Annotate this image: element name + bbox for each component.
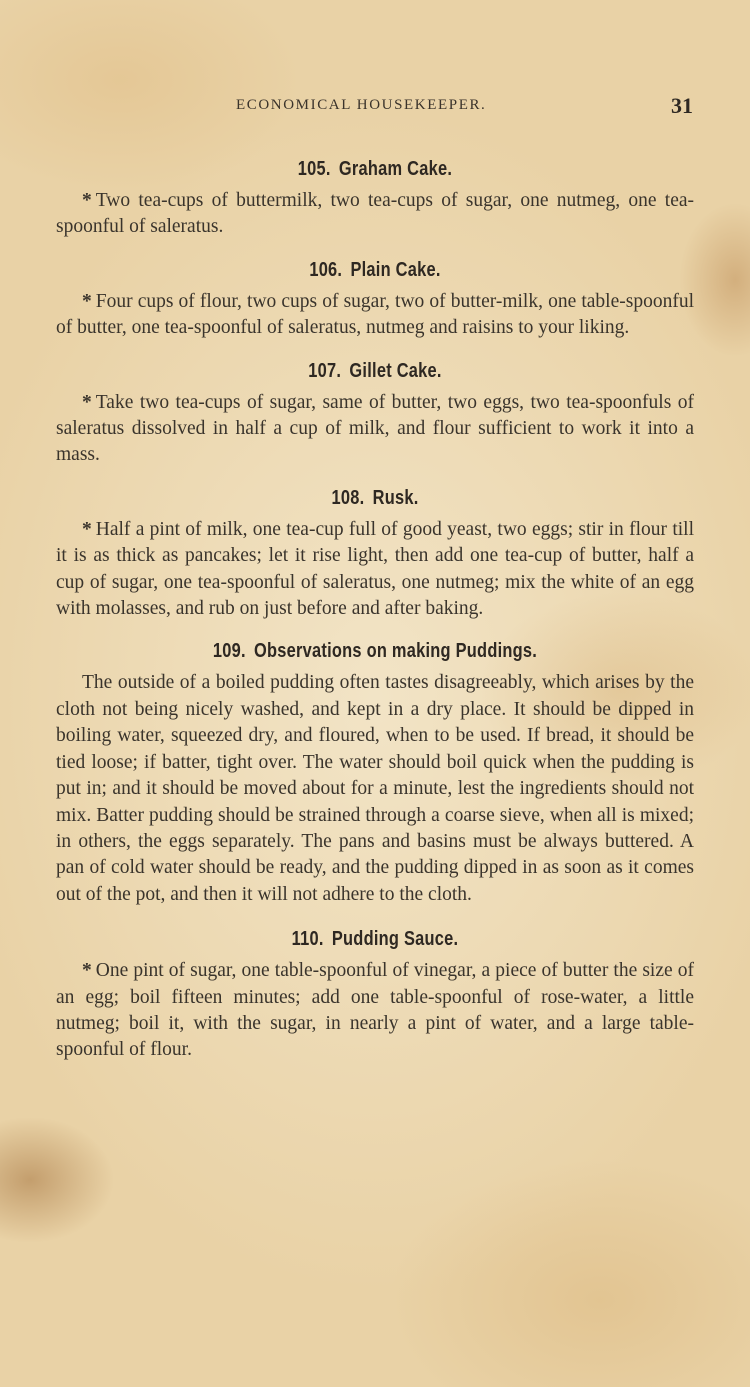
recipe-title: Plain Cake. — [350, 258, 441, 281]
recipe-title: Graham Cake. — [338, 158, 453, 180]
asterisk-marker: * — [82, 391, 92, 413]
recipe-text: The outside of a boiled pudding often tastes disagreeably, which arises by the cloth not being nicely washed, and kept in a dry place. It should be dipped in boiling water, squeezed dry, and floured, when to be used. If bread, it should be tied loose; if batter, tight over. The water should boil quick when the pudding is put in; and it should be moved about for a minute, lest the ingredients should not mix. Batter pudding should be strained through a coarse sieve, when all is mixed; in others, the eggs separately. The pans and basins must be always buttered. A pan of cold water should be ready, and the pudding dipped in as soon as it comes out of the pot, and then it will not adhere to the cloth. — [56, 672, 694, 905]
page-header — [0, 93, 750, 127]
recipe-title: Observations on making Puddings. — [254, 640, 538, 663]
recipe-number: 107. — [308, 359, 342, 382]
recipe-title: Gillet Cake. — [349, 359, 442, 382]
recipe-text: One pint of sugar, one table-spoonful of vinegar, a piece of butter the size of an egg; boil fifteen minutes; add one table-spoonful of rose-water, a little nutmeg; boil it, with the sugar, in nearly a pint of water, and a large table-spoonful of flour. — [56, 960, 694, 1061]
recipe-heading — [113, 636, 636, 666]
recipe-text: Four cups of flour, two cups of sugar, two of butter-milk, one table-spoonful of butter, one tea-spoonful of saleratus, nutmeg and raisins to your liking. — [56, 290, 694, 339]
asterisk-marker: * — [82, 290, 92, 312]
asterisk-marker: * — [82, 518, 92, 540]
recipe-body — [56, 958, 694, 1064]
recipe-number: 108. — [331, 486, 365, 509]
page-number: 31 — [671, 93, 693, 118]
recipe-text: Half a pint of milk, one tea-cup full of good yeast, two eggs; stir in flour till it is as thick as pancakes; let it rise light, then add one tea-cup of butter, half a cup of sugar, one tea-spoonful of saleratus, one nutmeg; mix the white of an egg with molasses, and rub on just before and after baking. — [56, 518, 694, 620]
recipe-number: 106. — [309, 258, 343, 281]
recipe-heading — [113, 483, 636, 513]
recipe-107 — [56, 356, 694, 469]
recipe-text: Take two tea-cups of sugar, same of butter, two eggs, two tea-spoonfuls of saleratus dissolved in half a cup of milk, and flour sufficient to work it into a mass. — [56, 391, 694, 466]
recipe-number: 110. — [291, 928, 324, 951]
recipe-110 — [56, 924, 694, 1064]
recipe-heading — [113, 255, 636, 285]
recipe-text: Two tea-cups of buttermilk, two tea-cups of sugar, one nutmeg, one tea-spoonful of saleratus. — [56, 190, 694, 238]
recipe-body — [56, 188, 694, 241]
recipe-number: 105. — [297, 158, 331, 180]
recipe-heading — [113, 924, 636, 954]
recipe-body — [56, 517, 694, 623]
recipe-body — [56, 289, 694, 342]
recipe-heading — [113, 356, 636, 386]
recipe-105 — [56, 154, 694, 241]
recipe-108 — [56, 483, 694, 623]
asterisk-marker: * — [82, 190, 92, 211]
page-content — [56, 150, 694, 1076]
recipe-title: Rusk. — [372, 486, 419, 509]
asterisk-marker: * — [82, 960, 92, 982]
recipe-title: Pudding Sauce. — [331, 928, 459, 951]
recipe-heading — [113, 154, 636, 184]
recipe-number: 109. — [212, 640, 246, 663]
recipe-109 — [56, 636, 694, 908]
recipe-106 — [56, 255, 694, 342]
recipe-body — [56, 390, 694, 469]
recipe-body — [56, 670, 694, 908]
running-title: ECONOMICAL HOUSEKEEPER. — [236, 97, 487, 113]
